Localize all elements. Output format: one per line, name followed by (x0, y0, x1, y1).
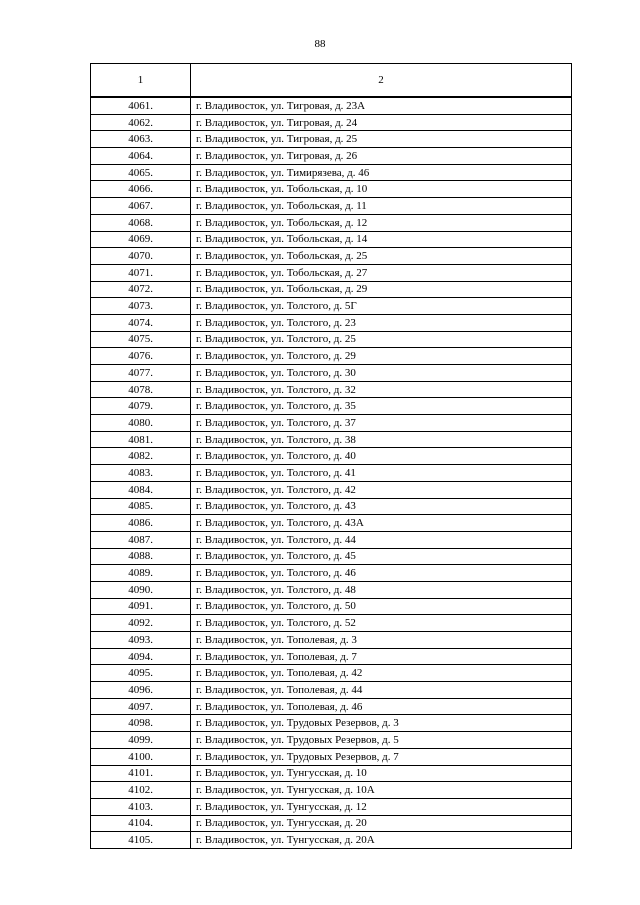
row-number-cell: 4101. (91, 765, 191, 782)
address-cell: г. Владивосток, ул. Толстого, д. 43А (191, 515, 572, 532)
row-number-cell: 4083. (91, 465, 191, 482)
address-table (90, 63, 572, 849)
address-cell: г. Владивосток, ул. Тополевая, д. 42 (191, 665, 572, 682)
table-row (91, 682, 572, 699)
row-number-cell: 4063. (91, 131, 191, 148)
table-row (91, 732, 572, 749)
address-cell: г. Владивосток, ул. Толстого, д. 35 (191, 398, 572, 415)
row-number-cell: 4068. (91, 214, 191, 231)
address-cell: г. Владивосток, ул. Тигровая, д. 24 (191, 114, 572, 131)
address-cell: г. Владивосток, ул. Толстого, д. 38 (191, 431, 572, 448)
row-number-cell: 4089. (91, 565, 191, 582)
table-row (91, 198, 572, 215)
address-cell: г. Владивосток, ул. Трудовых Резервов, д. 3 (191, 715, 572, 732)
table-row (91, 481, 572, 498)
address-cell: г. Владивосток, ул. Тунгусская, д. 12 (191, 798, 572, 815)
address-cell: г. Владивосток, ул. Толстого, д. 43 (191, 498, 572, 515)
row-number-cell: 4099. (91, 732, 191, 749)
table-row (91, 581, 572, 598)
page-number: 88 (314, 38, 326, 50)
address-cell: г. Владивосток, ул. Тополевая, д. 44 (191, 682, 572, 699)
row-number-cell: 4077. (91, 365, 191, 382)
row-number-cell: 4090. (91, 581, 191, 598)
table-row (91, 264, 572, 281)
table-row (91, 348, 572, 365)
table-row (91, 97, 572, 114)
address-cell: г. Владивосток, ул. Толстого, д. 44 (191, 531, 572, 548)
row-number-cell: 4079. (91, 398, 191, 415)
table-row (91, 765, 572, 782)
row-number-cell: 4095. (91, 665, 191, 682)
address-cell: г. Владивосток, ул. Тунгусская, д. 10 (191, 765, 572, 782)
table-row (91, 131, 572, 148)
address-cell: г. Владивосток, ул. Тополевая, д. 46 (191, 698, 572, 715)
address-cell: г. Владивосток, ул. Тобольская, д. 27 (191, 264, 572, 281)
address-cell: г. Владивосток, ул. Толстого, д. 45 (191, 548, 572, 565)
row-number-cell: 4066. (91, 181, 191, 198)
table-row (91, 748, 572, 765)
table-row (91, 698, 572, 715)
table-row (91, 632, 572, 649)
table-row (91, 114, 572, 131)
address-cell: г. Владивосток, ул. Тобольская, д. 29 (191, 281, 572, 298)
table-row (91, 431, 572, 448)
table-row (91, 498, 572, 515)
table-row (91, 832, 572, 849)
row-number-cell: 4076. (91, 348, 191, 365)
address-cell: г. Владивосток, ул. Трудовых Резервов, д. 7 (191, 748, 572, 765)
table-row (91, 281, 572, 298)
address-cell: г. Владивосток, ул. Тополевая, д. 3 (191, 632, 572, 649)
table-row (91, 381, 572, 398)
row-number-cell: 4072. (91, 281, 191, 298)
address-cell: г. Владивосток, ул. Тобольская, д. 10 (191, 181, 572, 198)
row-number-cell: 4098. (91, 715, 191, 732)
address-cell: г. Владивосток, ул. Тополевая, д. 7 (191, 648, 572, 665)
table-row (91, 331, 572, 348)
table-header-row (91, 64, 572, 98)
table-row (91, 148, 572, 165)
row-number-cell: 4102. (91, 782, 191, 799)
address-cell: г. Владивосток, ул. Толстого, д. 50 (191, 598, 572, 615)
table-body (91, 97, 572, 848)
table-row (91, 181, 572, 198)
row-number-cell: 4061. (91, 97, 191, 114)
address-cell: г. Владивосток, ул. Толстого, д. 30 (191, 365, 572, 382)
address-cell: г. Владивосток, ул. Тунгусская, д. 10А (191, 782, 572, 799)
row-number-cell: 4104. (91, 815, 191, 832)
column-header-address: 2 (191, 64, 572, 98)
row-number-cell: 4100. (91, 748, 191, 765)
table-row (91, 298, 572, 315)
address-cell: г. Владивосток, ул. Толстого, д. 42 (191, 481, 572, 498)
table-row (91, 548, 572, 565)
row-number-cell: 4078. (91, 381, 191, 398)
address-cell: г. Владивосток, ул. Трудовых Резервов, д. 5 (191, 732, 572, 749)
address-cell: г. Владивосток, ул. Толстого, д. 32 (191, 381, 572, 398)
address-cell: г. Владивосток, ул. Толстого, д. 52 (191, 615, 572, 632)
table-row (91, 248, 572, 265)
table-row (91, 815, 572, 832)
table-row (91, 648, 572, 665)
row-number-cell: 4097. (91, 698, 191, 715)
row-number-cell: 4086. (91, 515, 191, 532)
address-cell: г. Владивосток, ул. Толстого, д. 37 (191, 415, 572, 432)
row-number-cell: 4092. (91, 615, 191, 632)
address-cell: г. Владивосток, ул. Тобольская, д. 12 (191, 214, 572, 231)
table-row (91, 715, 572, 732)
row-number-cell: 4064. (91, 148, 191, 165)
address-cell: г. Владивосток, ул. Тигровая, д. 23А (191, 97, 572, 114)
table-row (91, 615, 572, 632)
table-row (91, 598, 572, 615)
row-number-cell: 4065. (91, 164, 191, 181)
row-number-cell: 4070. (91, 248, 191, 265)
table-row (91, 531, 572, 548)
row-number-cell: 4093. (91, 632, 191, 649)
row-number-cell: 4082. (91, 448, 191, 465)
row-number-cell: 4067. (91, 198, 191, 215)
address-cell: г. Владивосток, ул. Толстого, д. 25 (191, 331, 572, 348)
table-row (91, 398, 572, 415)
address-cell: г. Владивосток, ул. Толстого, д. 41 (191, 465, 572, 482)
table-row (91, 782, 572, 799)
address-cell: г. Владивосток, ул. Тобольская, д. 25 (191, 248, 572, 265)
table-row (91, 314, 572, 331)
row-number-cell: 4069. (91, 231, 191, 248)
address-cell: г. Владивосток, ул. Толстого, д. 29 (191, 348, 572, 365)
table-row (91, 164, 572, 181)
row-number-cell: 4091. (91, 598, 191, 615)
column-header-number: 1 (91, 64, 191, 98)
row-number-cell: 4088. (91, 548, 191, 565)
address-cell: г. Владивосток, ул. Тобольская, д. 14 (191, 231, 572, 248)
row-number-cell: 4105. (91, 832, 191, 849)
address-cell: г. Владивосток, ул. Толстого, д. 5Г (191, 298, 572, 315)
table-row (91, 214, 572, 231)
table-row (91, 665, 572, 682)
row-number-cell: 4096. (91, 682, 191, 699)
address-cell: г. Владивосток, ул. Толстого, д. 46 (191, 565, 572, 582)
address-cell: г. Владивосток, ул. Толстого, д. 23 (191, 314, 572, 331)
address-cell: г. Владивосток, ул. Тигровая, д. 25 (191, 131, 572, 148)
table-row (91, 465, 572, 482)
address-cell: г. Владивосток, ул. Тимирязева, д. 46 (191, 164, 572, 181)
row-number-cell: 4094. (91, 648, 191, 665)
row-number-cell: 4084. (91, 481, 191, 498)
table-row (91, 448, 572, 465)
row-number-cell: 4062. (91, 114, 191, 131)
row-number-cell: 4071. (91, 264, 191, 281)
row-number-cell: 4073. (91, 298, 191, 315)
address-cell: г. Владивосток, ул. Тунгусская, д. 20 (191, 815, 572, 832)
row-number-cell: 4074. (91, 314, 191, 331)
table-row (91, 798, 572, 815)
row-number-cell: 4085. (91, 498, 191, 515)
table-row (91, 365, 572, 382)
row-number-cell: 4087. (91, 531, 191, 548)
address-cell: г. Владивосток, ул. Толстого, д. 48 (191, 581, 572, 598)
address-cell: г. Владивосток, ул. Толстого, д. 40 (191, 448, 572, 465)
row-number-cell: 4081. (91, 431, 191, 448)
row-number-cell: 4103. (91, 798, 191, 815)
address-cell: г. Владивосток, ул. Тобольская, д. 11 (191, 198, 572, 215)
table-row (91, 231, 572, 248)
table-row (91, 515, 572, 532)
table-row (91, 565, 572, 582)
address-cell: г. Владивосток, ул. Тигровая, д. 26 (191, 148, 572, 165)
row-number-cell: 4080. (91, 415, 191, 432)
table-row (91, 415, 572, 432)
address-cell: г. Владивосток, ул. Тунгусская, д. 20А (191, 832, 572, 849)
row-number-cell: 4075. (91, 331, 191, 348)
